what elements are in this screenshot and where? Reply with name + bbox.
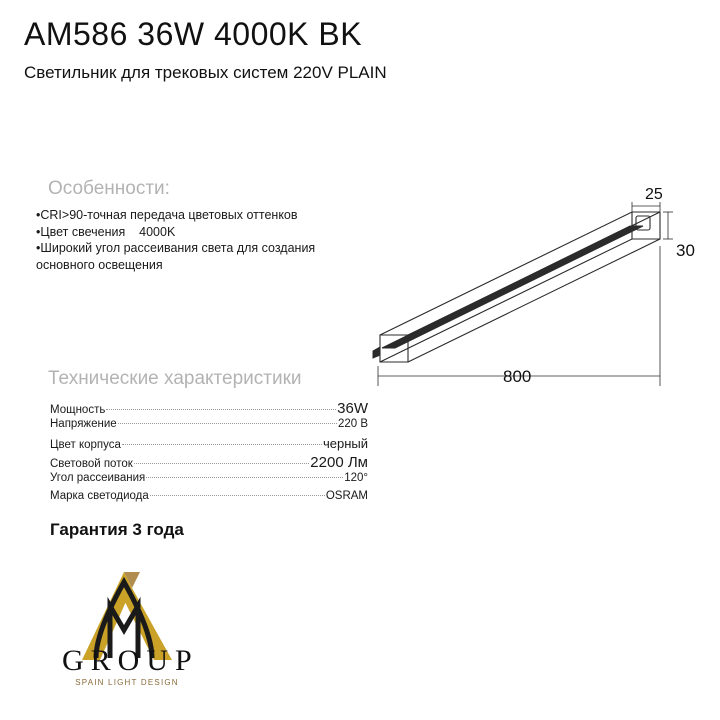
spec-value: 2200 Лм (310, 454, 368, 471)
spec-row (50, 454, 368, 472)
spec-label: Световой поток (50, 458, 133, 470)
feature-item: •CRI>90-точная передача цветовых оттенков (36, 208, 298, 222)
spec-leader (118, 422, 337, 424)
spec-leader (122, 443, 322, 445)
dimension-depth-label: 25 (645, 186, 663, 203)
spec-label: Напряжение (50, 418, 117, 430)
brand-tagline: SPAIN LIGHT DESIGN (75, 678, 179, 687)
spec-value: 220 В (337, 418, 368, 430)
dimension-length-label: 800 (503, 367, 532, 386)
fixture-isometric-drawing (360, 180, 710, 410)
feature-item: •Широкий угол рассеивания света для создания основного освещения (36, 241, 319, 272)
spec-row (50, 400, 368, 418)
spec-row (50, 472, 368, 490)
page-title: AM586 36W 4000K BK (24, 16, 363, 52)
spec-label: Мощность (50, 404, 106, 416)
dimension-height-label: 30 (676, 241, 695, 260)
specs-heading: Технические характеристики (48, 368, 302, 389)
brand-word: GROUP (62, 644, 199, 677)
spec-value: OSRAM (325, 490, 368, 502)
spec-leader (106, 408, 336, 410)
spec-leader (146, 476, 343, 478)
product-technical-drawing (360, 180, 710, 410)
spec-label: Цвет корпуса (50, 439, 121, 451)
warranty-text: Гарантия 3 года (50, 520, 184, 539)
features-list (36, 207, 366, 273)
spec-label: Марка светодиода (50, 490, 149, 502)
spec-leader (134, 462, 310, 464)
spec-row (50, 418, 368, 436)
spec-leader (150, 494, 325, 496)
spec-label: Угол рассеивания (50, 472, 146, 484)
spec-row (50, 436, 368, 454)
specs-table (50, 400, 368, 508)
spec-value: 120° (344, 472, 368, 484)
page-subtitle: Светильник для трековых систем 220V PLAIN (24, 63, 387, 82)
brand-logo-text (62, 644, 199, 687)
features-heading: Особенности: (48, 178, 170, 199)
spec-value: черный (322, 436, 368, 451)
spec-value: 36W (337, 400, 368, 417)
feature-item: •Цвет свечения 4000K (36, 224, 176, 239)
spec-row (50, 490, 368, 508)
